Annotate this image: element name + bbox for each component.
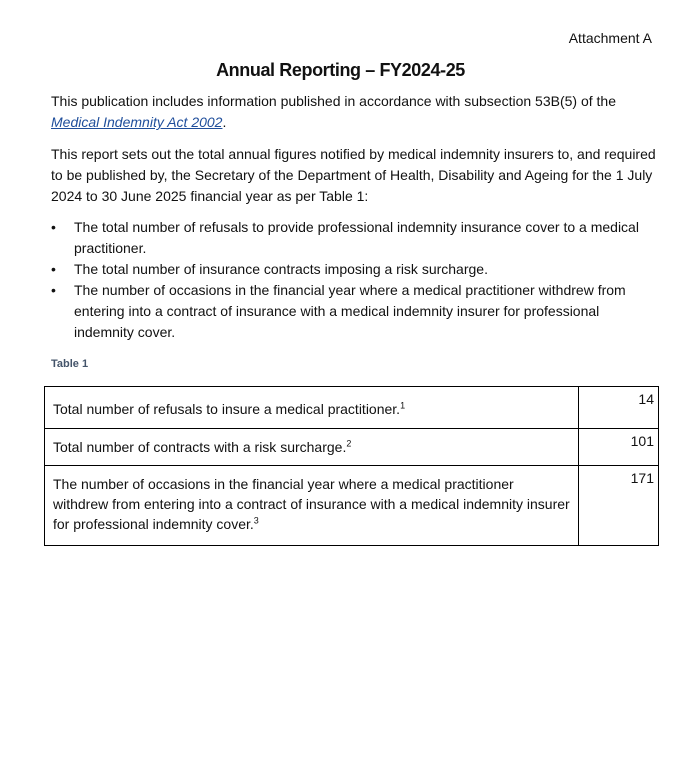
row-value: 14 [579, 387, 659, 429]
footnote-marker: 2 [346, 438, 352, 449]
row-label-cell [45, 429, 579, 466]
table-row [45, 387, 659, 429]
intro-paragraph [51, 91, 661, 133]
footnote-marker: 3 [253, 515, 259, 526]
footnote-marker: 1 [400, 400, 406, 411]
intro-text: This publication includes information published in accordance with subsection 53B(5) of the [51, 93, 616, 109]
page-title: Annual Reporting – FY2024-25 [216, 60, 465, 80]
bullet-text: The total number of insurance contracts imposing a risk surcharge. [74, 261, 488, 277]
bullet-icon: • [51, 282, 56, 298]
bullet-icon: • [51, 219, 56, 235]
row-label: The number of occasions in the financial year where a medical practitioner withdrew from entering into a contract of insurance with a medical indemnity insurer for professional indemnity cover. [53, 476, 570, 532]
table-row [45, 429, 659, 466]
bullet-text: The total number of refusals to provide professional indemnity insurance cover to a medical practitioner. [74, 219, 639, 256]
attachment-label: Attachment A [568, 30, 652, 46]
table-caption: Table 1 [51, 358, 89, 370]
row-value: 101 [579, 429, 659, 466]
bullet-text: The number of occasions in the financial year where a medical practitioner withdrew from entering into a contract of insurance with a medical indemnity insurer for professional indemnity cover. [74, 282, 626, 340]
row-label-cell [45, 387, 579, 429]
list-item [51, 280, 661, 343]
intro-text-end: . [222, 114, 227, 130]
row-label: Total number of contracts with a risk surcharge. [53, 439, 347, 455]
table-row [45, 466, 659, 546]
figures-table [44, 386, 659, 546]
act-link[interactable]: Medical Indemnity Act 2002 [51, 114, 223, 130]
summary-paragraph: This report sets out the total annual figures notified by medical indemnity insurers to, and required to be published by, the Secretary of the Department of Health, Disability and Ageing for the 1 July 2024 to 30 June 2025 financial year as per Table 1: [51, 146, 656, 204]
row-label-cell [45, 466, 579, 546]
bullet-list [51, 217, 661, 343]
row-value: 171 [579, 466, 659, 546]
bullet-icon: • [51, 261, 56, 277]
list-item [51, 217, 661, 259]
row-label: Total number of refusals to insure a medical practitioner. [53, 401, 401, 417]
list-item [51, 259, 661, 280]
